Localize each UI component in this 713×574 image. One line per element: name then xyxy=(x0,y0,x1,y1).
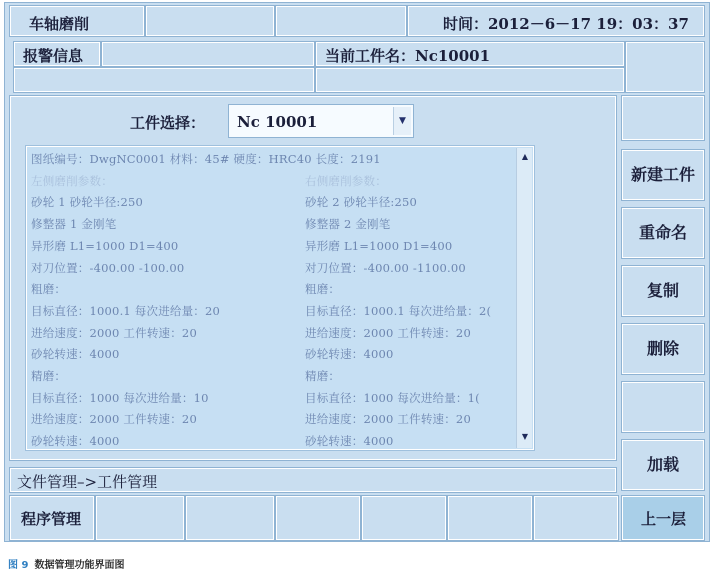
program-text-line: 右侧磨削参数： xyxy=(305,173,387,188)
program-text-line: 砂轮转速：4000 xyxy=(31,434,120,449)
title-cell xyxy=(10,6,144,36)
copy-button[interactable]: 复制 xyxy=(622,266,704,316)
softkey-empty-5[interactable] xyxy=(362,496,446,540)
header-empty-cell-2 xyxy=(276,6,406,36)
program-text-line: 修整器 2 金刚笔 xyxy=(305,217,391,232)
program-text-line: 进给速度：2000 工件转速：20 xyxy=(31,412,197,427)
program-text-line: 异形磨 L1=1000 D1=400 xyxy=(31,238,179,253)
header-empty-cell-1 xyxy=(146,6,274,36)
delete-button[interactable]: 删除 xyxy=(622,324,704,374)
scroll-down-icon[interactable]: ▼ xyxy=(521,432,529,441)
program-text-line: 粗磨： xyxy=(305,282,341,297)
chevron-down-icon[interactable]: ▼ xyxy=(393,107,411,135)
side-empty-button-1[interactable] xyxy=(622,96,704,140)
program-text-line: 异形磨 L1=1000 D1=400 xyxy=(305,238,453,253)
program-text-line: 左侧磨削参数： xyxy=(31,173,113,188)
breadcrumb: 文件管理–>工件管理 xyxy=(17,473,158,491)
program-text-line: 砂轮转速：4000 xyxy=(305,434,394,449)
program-text-line: 砂轮 1 砂轮半径:250 xyxy=(31,195,144,210)
info-row-cell-left xyxy=(14,68,314,92)
breadcrumb-cell xyxy=(10,468,616,492)
program-manage-button[interactable] xyxy=(10,496,94,540)
back-label: 上一层 xyxy=(641,510,687,528)
program-text-line: 进给速度：2000 工件转速：20 xyxy=(305,412,471,427)
scroll-up-icon[interactable]: ▲ xyxy=(521,152,529,161)
program-text-line: 目标直径：1000 每次进给量：10 xyxy=(31,390,209,405)
rename-button[interactable]: 重命名 xyxy=(622,208,704,258)
workpiece-select[interactable] xyxy=(228,104,414,138)
program-text-line: 精磨： xyxy=(31,369,67,383)
side-empty-button-2[interactable] xyxy=(622,382,704,432)
program-text-line: 修整器 1 金刚笔 xyxy=(31,217,117,232)
program-text-line: 进给速度：2000 工件转速：20 xyxy=(31,325,197,340)
program-text-line: 目标直径：1000.1 每次进给量：2( xyxy=(305,303,492,318)
info-row-cell-right xyxy=(316,68,624,92)
workpiece-select-value: Nc 10001 xyxy=(237,113,318,131)
program-text-line: 砂轮 2 砂轮半径:250 xyxy=(305,195,418,210)
program-text-line: 对刀位置：-400.00 -1100.00 xyxy=(305,260,466,275)
back-button[interactable] xyxy=(622,496,704,540)
softkey-empty-3[interactable] xyxy=(186,496,274,540)
app-title: 车轴磨削 xyxy=(29,15,90,33)
program-text-line: 目标直径：1000.1 每次进给量：20 xyxy=(31,303,221,318)
program-text-line: 精磨： xyxy=(305,369,341,383)
load-button[interactable]: 加载 xyxy=(622,440,704,490)
program-text-line: 粗磨： xyxy=(31,282,67,297)
side-top-cell xyxy=(626,42,704,92)
alarm-label: 报警信息 xyxy=(23,47,84,65)
time-cell xyxy=(408,6,704,36)
figure-caption-text: 数据管理功能界面图 xyxy=(34,560,125,571)
time-display: 时间：2012－6－17 19：03：37 xyxy=(443,15,689,33)
alarm-message-cell xyxy=(102,42,314,66)
program-text-line: 进给速度：2000 工件转速：20 xyxy=(305,325,471,340)
program-text-line: 对刀位置：-400.00 -100.00 xyxy=(31,260,185,275)
softkey-empty-7[interactable] xyxy=(534,496,618,540)
text-scrollbar[interactable] xyxy=(516,148,532,448)
workpiece-select-label: 工件选择： xyxy=(130,114,206,132)
current-workpiece-cell xyxy=(316,42,624,66)
figure-caption xyxy=(8,556,124,571)
current-workpiece: 当前工件名：Nc10001 xyxy=(325,47,491,65)
program-manage-label: 程序管理 xyxy=(21,510,82,528)
softkey-empty-6[interactable] xyxy=(448,496,532,540)
new-workpiece-button[interactable]: 新建工件 xyxy=(622,150,704,200)
program-text-line: 目标直径：1000 每次进给量：1( xyxy=(305,390,480,405)
alarm-cell xyxy=(14,42,100,66)
program-text-line: 图纸编号：DwgNC0001 材料：45# 硬度：HRC40 长度：2191 xyxy=(31,152,381,166)
program-text-line: 砂轮转速：4000 xyxy=(305,347,394,362)
softkey-empty-2[interactable] xyxy=(96,496,184,540)
softkey-empty-4[interactable] xyxy=(276,496,360,540)
program-text-line: 砂轮转速：4000 xyxy=(31,347,120,362)
program-parameter-text[interactable] xyxy=(26,146,534,450)
figure-number: 图 9 xyxy=(8,560,29,571)
